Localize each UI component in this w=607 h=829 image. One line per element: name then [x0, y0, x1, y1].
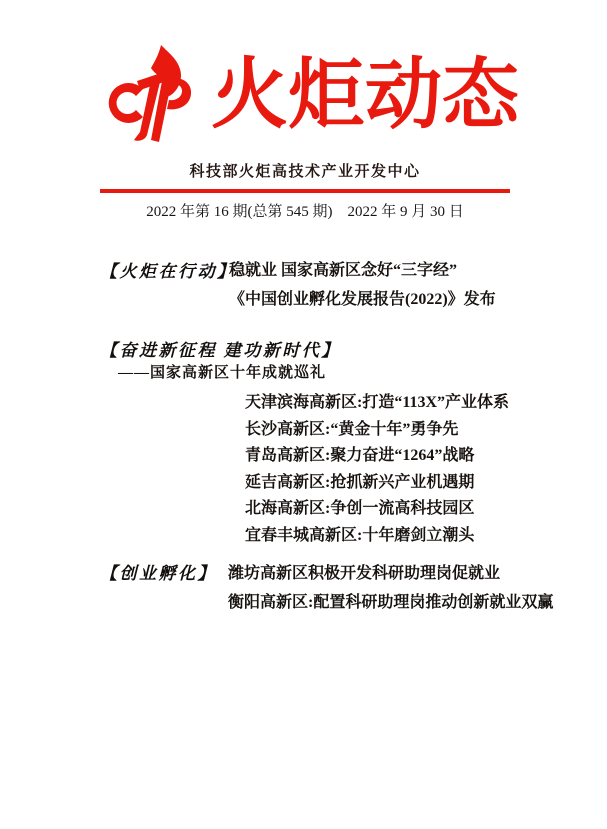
section-subtitle-hightech-zones-decade: ——国家高新区十年成就巡礼 [118, 365, 327, 381]
headline-item: 潍坊高新区积极开发科研助理岗促就业 [228, 565, 501, 582]
issue-date-line: 2022 年第 16 期(总第 545 期) 2022 年 9 月 30 日 [146, 204, 464, 220]
masthead-title: 火炬动态 [211, 52, 519, 138]
headline-item: 《中国创业孵化发展报告(2022)》发布 [229, 291, 496, 308]
headline-item: 延吉高新区:抢抓新兴产业机遇期 [245, 473, 475, 491]
section-label-new-journey: 【奋进新征程 建功新时代】 [100, 341, 341, 360]
section-new-journey-items [245, 390, 509, 550]
torch-flame-logo-icon [100, 45, 202, 153]
headline-item: 天津滨海高新区:打造“113X”产业体系 [245, 394, 510, 411]
section-torch-in-action-items [229, 256, 496, 314]
section-label-torch-in-action: 【火炬在行动】 [100, 262, 237, 281]
headline-item: 青岛高新区:聚力奋进“1264”战略 [245, 447, 475, 465]
headline-item: 宜春丰城高新区:十年磨剑立潮头 [245, 526, 475, 544]
headline-item: 长沙高新区:“黄金十年”勇争先 [245, 420, 459, 438]
section-label-incubation: 【创业孵化】 [100, 564, 217, 583]
section-incubation-items [228, 559, 553, 617]
headline-item: 衡阳高新区:配置科研助理岗推动创新就业双赢 [228, 594, 554, 611]
headline-item: 稳就业 国家高新区念好“三字经” [229, 262, 458, 279]
red-divider-rule [100, 189, 510, 193]
headline-item: 北海高新区:争创一流高科技园区 [245, 500, 475, 518]
organization-name: 科技部火炬高技术产业开发中心 [189, 163, 421, 180]
